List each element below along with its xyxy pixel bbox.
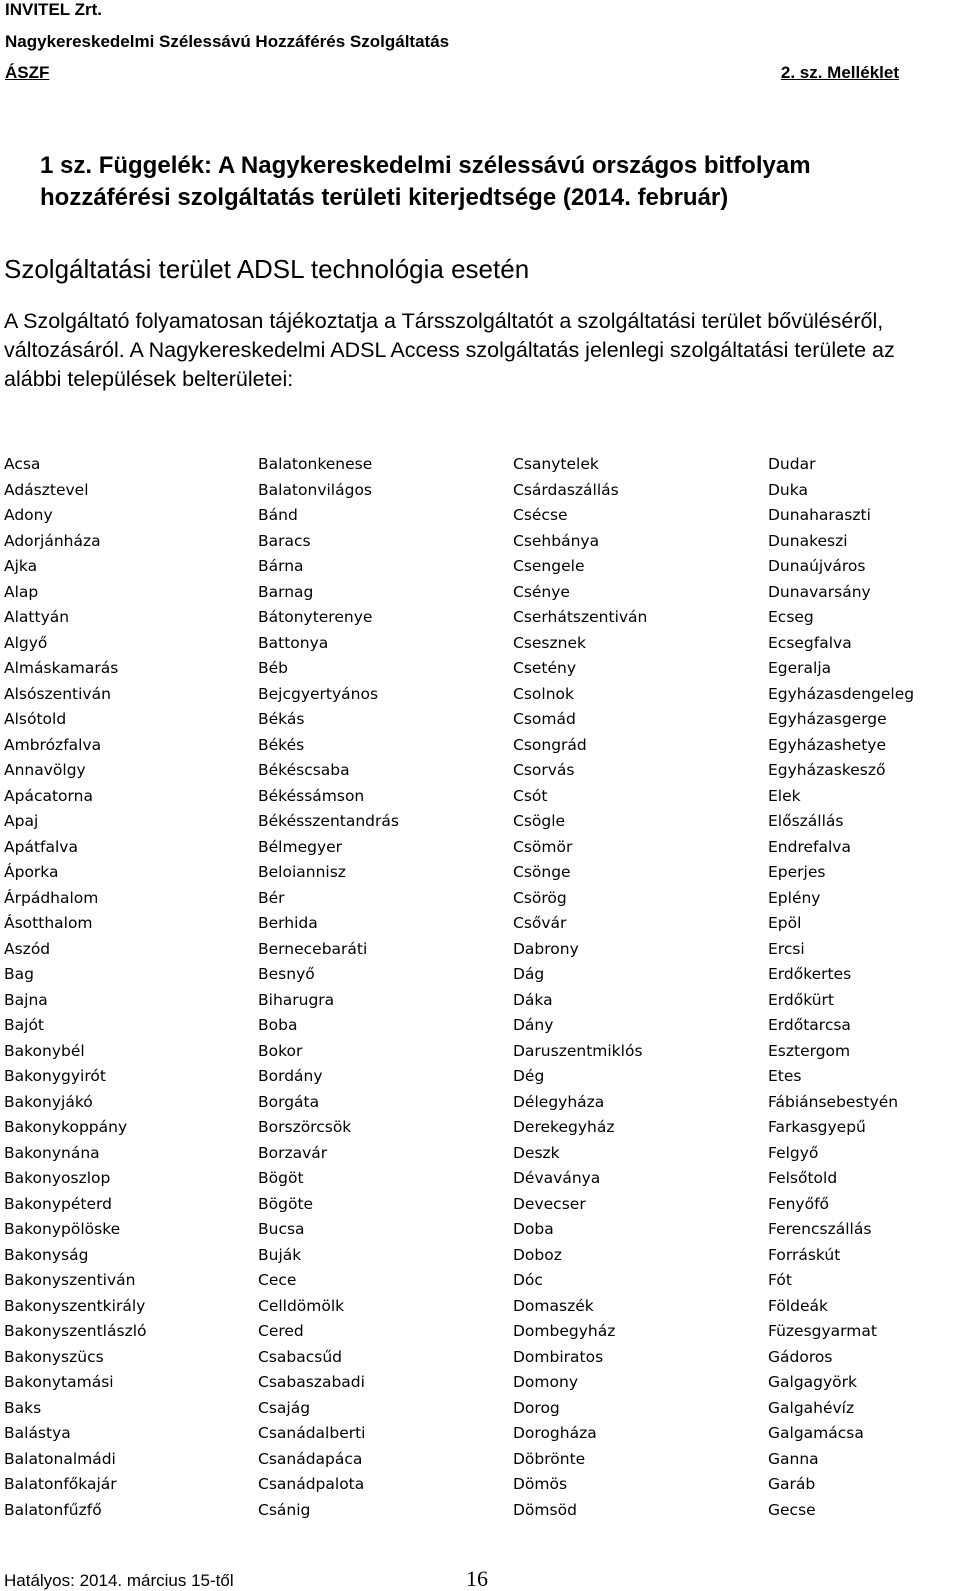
settlement-item: Farkasgyepű <box>768 1118 866 1136</box>
settlement-item: Béb <box>258 659 289 677</box>
settlement-item: Árpádhalom <box>4 888 99 907</box>
settlement-item: Almáskamarás <box>4 659 119 677</box>
settlement-item: Békéscsaba <box>258 761 350 779</box>
settlement-item: Adorjánháza <box>4 531 101 550</box>
settlement-item: Apátfalva <box>4 837 78 856</box>
settlement-item: Balatonfőkajár <box>4 1475 117 1493</box>
settlement-item: Bélmegyer <box>258 837 343 856</box>
settlement-item: Egyházaskesző <box>768 761 886 779</box>
settlement-item: Dömsöd <box>513 1500 577 1519</box>
settlement-item: Békés <box>258 735 305 754</box>
settlement-item: Cece <box>258 1271 297 1289</box>
settlement-item: Borgáta <box>258 1092 320 1111</box>
settlement-item: Barnag <box>258 582 314 601</box>
settlement-item: Bakonyjákó <box>4 1092 93 1111</box>
settlement-item: Bakonynána <box>4 1143 100 1162</box>
settlement-item: Bakonyszentlászló <box>4 1322 147 1340</box>
settlement-item: Csanádapáca <box>258 1449 363 1468</box>
settlement-item: Erdőkürt <box>768 990 834 1009</box>
effective-date: Hatályos: 2014. március 15-től <box>4 1571 234 1590</box>
settlement-item: Ásotthalom <box>4 914 93 932</box>
settlement-item: Cered <box>258 1322 304 1340</box>
settlement-item: Dunaújváros <box>768 557 866 575</box>
settlement-item: Csajág <box>258 1398 311 1417</box>
settlement-item: Besnyő <box>258 965 315 983</box>
settlement-item: Bordány <box>258 1067 323 1085</box>
settlement-item: Adásztevel <box>4 480 89 499</box>
settlement-item: Dabrony <box>513 939 579 958</box>
settlement-item: Egyházashetye <box>768 735 886 754</box>
settlement-item: Egyházasgerge <box>768 710 887 728</box>
settlement-item: Doba <box>513 1220 554 1238</box>
settlement-item: Eperjes <box>768 863 826 881</box>
settlement-item: Annavölgy <box>4 761 86 779</box>
settlement-item: Ambrózfalva <box>4 735 102 754</box>
settlement-item: Ecsegfalva <box>768 633 852 652</box>
appendix-title: 1 sz. Függelék: A Nagykereskedelmi szélessávú országos bitfolyam hozzáférési szolgáltatás területi kiterjedtsége (2014. február) <box>40 152 811 211</box>
settlement-item: Balástya <box>4 1424 71 1442</box>
settlement-column-3 <box>513 452 647 1523</box>
settlement-item: Algyő <box>4 633 48 652</box>
settlement-item: Csomád <box>513 710 576 728</box>
settlement-item: Egyházasdengeleg <box>768 684 915 703</box>
settlement-item: Garáb <box>768 1475 816 1493</box>
settlement-item: Dudar <box>768 455 816 473</box>
settlement-item: Cserhátszentiván <box>513 608 648 626</box>
settlement-item: Békéssámson <box>258 786 365 805</box>
settlement-item: Bakonybél <box>4 1041 85 1060</box>
settlement-item: Galgahévíz <box>768 1398 855 1417</box>
settlement-item: Celldömölk <box>258 1296 345 1315</box>
settlement-item: Felgyő <box>768 1143 819 1162</box>
aszf-label: ÁSZF <box>5 63 50 82</box>
settlement-column-1 <box>4 452 147 1523</box>
settlement-item: Békás <box>258 710 305 728</box>
settlement-item: Bernecebaráti <box>258 939 368 958</box>
settlement-item: Beloiannisz <box>258 863 346 881</box>
settlement-item: Alsótold <box>4 710 67 728</box>
settlement-item: Bátonyterenye <box>258 608 373 626</box>
settlement-item: Devecser <box>513 1194 586 1213</box>
settlement-item: Bér <box>258 888 285 907</box>
settlement-item: Dóc <box>513 1271 543 1289</box>
settlement-item: Csorvás <box>513 761 575 779</box>
section-subtitle: Szolgáltatási terület ADSL technológia esetén <box>4 254 530 284</box>
settlement-item: Epöl <box>768 914 802 932</box>
settlement-item: Előszállás <box>768 812 844 830</box>
settlement-item: Bakonykoppány <box>4 1118 128 1136</box>
settlement-item: Erdőtarcsa <box>768 1016 851 1034</box>
settlement-item: Füzesgyarmat <box>768 1322 877 1340</box>
settlement-item: Daruszentmiklós <box>513 1041 643 1060</box>
settlement-item: Bakonyság <box>4 1245 89 1264</box>
settlement-item: Baks <box>4 1398 42 1417</box>
intro-paragraph: A Szolgáltató folyamatosan tájékoztatja a Társszolgáltatót a szolgáltatási terület bővüléséről, változásáról. A Nagykereskedelmi ADSL Access szolgáltatás jelenlegi szolgáltatási területe az alábbi települések belterületei: <box>4 309 895 391</box>
settlement-item: Acsa <box>4 455 41 473</box>
settlement-item: Domaszék <box>513 1296 594 1315</box>
settlement-item: Galgamácsa <box>768 1424 864 1442</box>
settlement-item: Bakonyszentiván <box>4 1271 136 1289</box>
settlement-item: Dég <box>513 1067 545 1085</box>
settlement-item: Csetény <box>513 659 577 677</box>
settlement-item: Alap <box>4 582 39 601</box>
settlement-item: Ferencszállás <box>768 1220 872 1238</box>
settlement-item: Bakonyoszlop <box>4 1169 111 1187</box>
settlement-item: Csönge <box>513 863 571 881</box>
settlement-item: Csehbánya <box>513 531 600 550</box>
settlement-item: Balatonkenese <box>258 455 373 473</box>
settlement-item: Dunakeszi <box>768 531 848 550</box>
settlement-item: Dunaharaszti <box>768 506 871 524</box>
settlement-item: Dombiratos <box>513 1347 604 1366</box>
settlement-item: Bakonyszücs <box>4 1347 104 1366</box>
settlement-item: Bárna <box>258 557 304 575</box>
settlement-column-2 <box>258 452 399 1523</box>
settlement-item: Csót <box>513 786 548 805</box>
settlement-item: Bag <box>4 965 34 983</box>
settlement-item: Battonya <box>258 633 329 652</box>
settlement-item: Dunavarsány <box>768 582 871 601</box>
settlement-item: Bakonyszentkirály <box>4 1296 146 1315</box>
settlement-item: Balatonalmádi <box>4 1449 116 1468</box>
settlement-item: Balatonfűzfő <box>4 1500 102 1519</box>
settlement-item: Gecse <box>768 1500 816 1519</box>
settlement-item: Békésszentandrás <box>258 812 399 830</box>
settlement-item: Bánd <box>258 506 298 524</box>
settlement-item: Boba <box>258 1016 298 1034</box>
settlement-item: Bakonypéterd <box>4 1194 112 1213</box>
settlement-item: Ercsi <box>768 939 805 958</box>
settlement-item: Dömös <box>513 1475 568 1493</box>
service-name: Nagykereskedelmi Szélessávú Hozzáférés Szolgáltatás <box>5 32 450 51</box>
settlement-item: Bokor <box>258 1041 303 1060</box>
settlement-item: Bejcgyertyános <box>258 684 379 703</box>
settlement-item: Csővár <box>513 914 567 932</box>
settlement-item: Csongrád <box>513 735 587 754</box>
settlement-item: Elek <box>768 786 801 805</box>
settlement-item: Csörög <box>513 888 567 907</box>
settlement-item: Csánig <box>258 1500 311 1519</box>
settlement-item: Földeák <box>768 1296 829 1315</box>
settlement-item: Fót <box>768 1271 792 1289</box>
settlement-item: Balatonvilágos <box>258 480 373 499</box>
settlement-item: Etes <box>768 1067 802 1085</box>
settlement-item: Berhida <box>258 914 318 932</box>
settlement-item: Aszód <box>4 939 51 958</box>
settlement-item: Csabaszabadi <box>258 1373 365 1391</box>
settlement-item: Csanytelek <box>513 455 599 473</box>
settlement-item: Domony <box>513 1373 578 1391</box>
company-name: INVITEL Zrt. <box>5 0 102 19</box>
settlement-item: Dombegyház <box>513 1322 616 1340</box>
settlement-item: Csömör <box>513 837 573 856</box>
settlement-item: Baracs <box>258 531 311 550</box>
settlement-item: Bucsa <box>258 1220 305 1238</box>
settlement-item: Forráskút <box>768 1245 841 1264</box>
page-number: 16 <box>466 1566 488 1591</box>
settlement-item: Ecseg <box>768 608 814 626</box>
settlement-item: Dévaványa <box>513 1169 601 1187</box>
settlement-item: Gádoros <box>768 1347 833 1366</box>
settlement-item: Dág <box>513 965 545 983</box>
settlement-item: Csécse <box>513 506 568 524</box>
settlement-item: Eplény <box>768 888 821 907</box>
settlement-item: Apácatorna <box>4 786 93 805</box>
settlement-item: Doboz <box>513 1245 562 1264</box>
settlement-item: Csögle <box>513 812 566 830</box>
settlement-item: Bakonygyirót <box>4 1067 106 1085</box>
settlement-item: Alsószentiván <box>4 684 111 703</box>
settlement-item: Fenyőfő <box>768 1194 830 1213</box>
settlement-item: Csanádpalota <box>258 1475 365 1493</box>
settlement-item: Döbrönte <box>513 1449 586 1468</box>
settlement-item: Bajót <box>4 1016 44 1034</box>
settlement-item: Biharugra <box>258 990 335 1009</box>
settlement-item: Csanádalberti <box>258 1424 366 1442</box>
settlement-item: Délegyháza <box>513 1092 605 1111</box>
settlement-item: Buják <box>258 1245 302 1264</box>
settlement-item: Csabacsűd <box>258 1347 342 1366</box>
settlement-item: Dáka <box>513 990 553 1009</box>
settlement-item: Dány <box>513 1016 554 1034</box>
settlement-item: Bakonypölöske <box>4 1220 121 1238</box>
settlement-item: Derekegyház <box>513 1118 615 1136</box>
settlement-item: Apaj <box>4 812 39 830</box>
settlement-column-4 <box>768 452 914 1523</box>
annex-label: 2. sz. Melléklet <box>780 63 899 82</box>
settlement-item: Bögöte <box>258 1194 314 1213</box>
settlement-item: Endrefalva <box>768 837 851 856</box>
settlement-item: Fábiánsebestyén <box>768 1092 899 1111</box>
settlement-item: Bögöt <box>258 1169 304 1187</box>
settlement-item: Bajna <box>4 990 48 1009</box>
settlement-item: Felsőtold <box>768 1169 838 1187</box>
settlement-item: Bakonytamási <box>4 1373 114 1391</box>
settlement-item: Csengele <box>513 557 585 575</box>
settlement-item: Csesznek <box>513 633 586 652</box>
settlement-item: Csénye <box>513 582 570 601</box>
settlement-item: Adony <box>4 506 53 524</box>
settlement-item: Ajka <box>4 557 38 575</box>
settlement-item: Áporka <box>4 863 59 881</box>
settlement-item: Duka <box>768 480 808 499</box>
settlement-item: Galgagyörk <box>768 1373 857 1391</box>
settlement-item: Borszörcsök <box>258 1118 352 1136</box>
settlement-item: Deszk <box>513 1143 560 1162</box>
settlement-item: Egeralja <box>768 659 832 677</box>
settlement-item: Borzavár <box>258 1143 328 1162</box>
settlement-item: Alattyán <box>4 608 70 626</box>
settlement-item: Erdőkertes <box>768 965 852 983</box>
settlement-item: Dorogháza <box>513 1424 597 1442</box>
settlement-item: Csolnok <box>513 684 574 703</box>
settlement-item: Dorog <box>513 1398 560 1417</box>
settlement-item: Csárdaszállás <box>513 480 619 499</box>
settlement-item: Esztergom <box>768 1041 851 1060</box>
settlement-item: Ganna <box>768 1449 819 1468</box>
